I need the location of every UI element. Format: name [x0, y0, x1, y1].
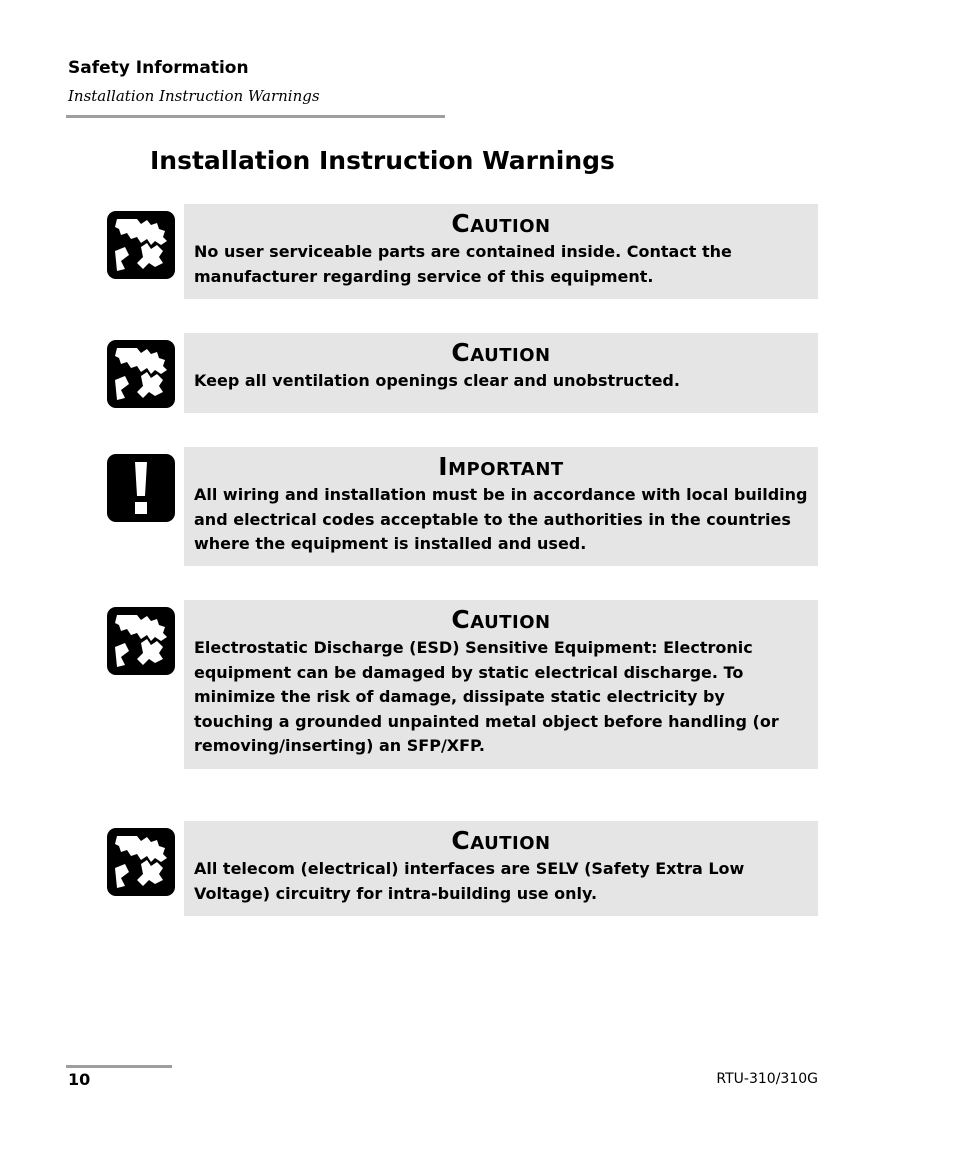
- caution-notice: [184, 821, 818, 916]
- caution-hand-icon: [107, 211, 175, 279]
- notice-text: No user serviceable parts are contained inside. Contact the manufacturer regarding service of this equipment.: [194, 242, 732, 286]
- notice-title: Caution: [451, 605, 551, 634]
- notice-text: Keep all ventilation openings clear and unobstructed.: [194, 371, 680, 390]
- footer-divider: [66, 1065, 172, 1068]
- notice-text: All wiring and installation must be in accordance with local building and electrical codes acceptable to the authorities in the countries where the equipment is installed and used.: [194, 485, 808, 554]
- important-notice: [184, 447, 818, 566]
- caution-hand-icon: [107, 607, 175, 675]
- notice-title: Caution: [451, 338, 551, 367]
- caution-notice: [184, 600, 818, 769]
- caution-notice: [184, 333, 818, 413]
- page-title: Installation Instruction Warnings: [150, 146, 615, 175]
- notice-text: All telecom (electrical) interfaces are SELV (Safety Extra Low Voltage) circuitry for intra-building use only.: [194, 859, 745, 903]
- header-subsection-title: Installation Instruction Warnings: [68, 87, 320, 105]
- product-name: RTU-310/310G: [716, 1071, 818, 1087]
- header-section-title: Safety Information: [68, 58, 249, 78]
- caution-hand-icon: [107, 828, 175, 896]
- notice-title: Caution: [451, 826, 551, 855]
- header-divider: [66, 115, 445, 118]
- notice-title: Important: [438, 452, 564, 481]
- caution-hand-icon: [107, 340, 175, 408]
- page-number: 10: [68, 1070, 91, 1089]
- notice-text: Electrostatic Discharge (ESD) Sensitive Equipment: Electronic equipment can be damaged by static electrical discharge. To minimize the risk of damage, dissipate static electricity by touching a grounded unpainted metal object before handling (or removing/inserting) an SFP/XFP.: [194, 638, 779, 756]
- notice-title: Caution: [451, 209, 551, 238]
- caution-notice: [184, 204, 818, 299]
- exclamation-icon: [107, 454, 175, 522]
